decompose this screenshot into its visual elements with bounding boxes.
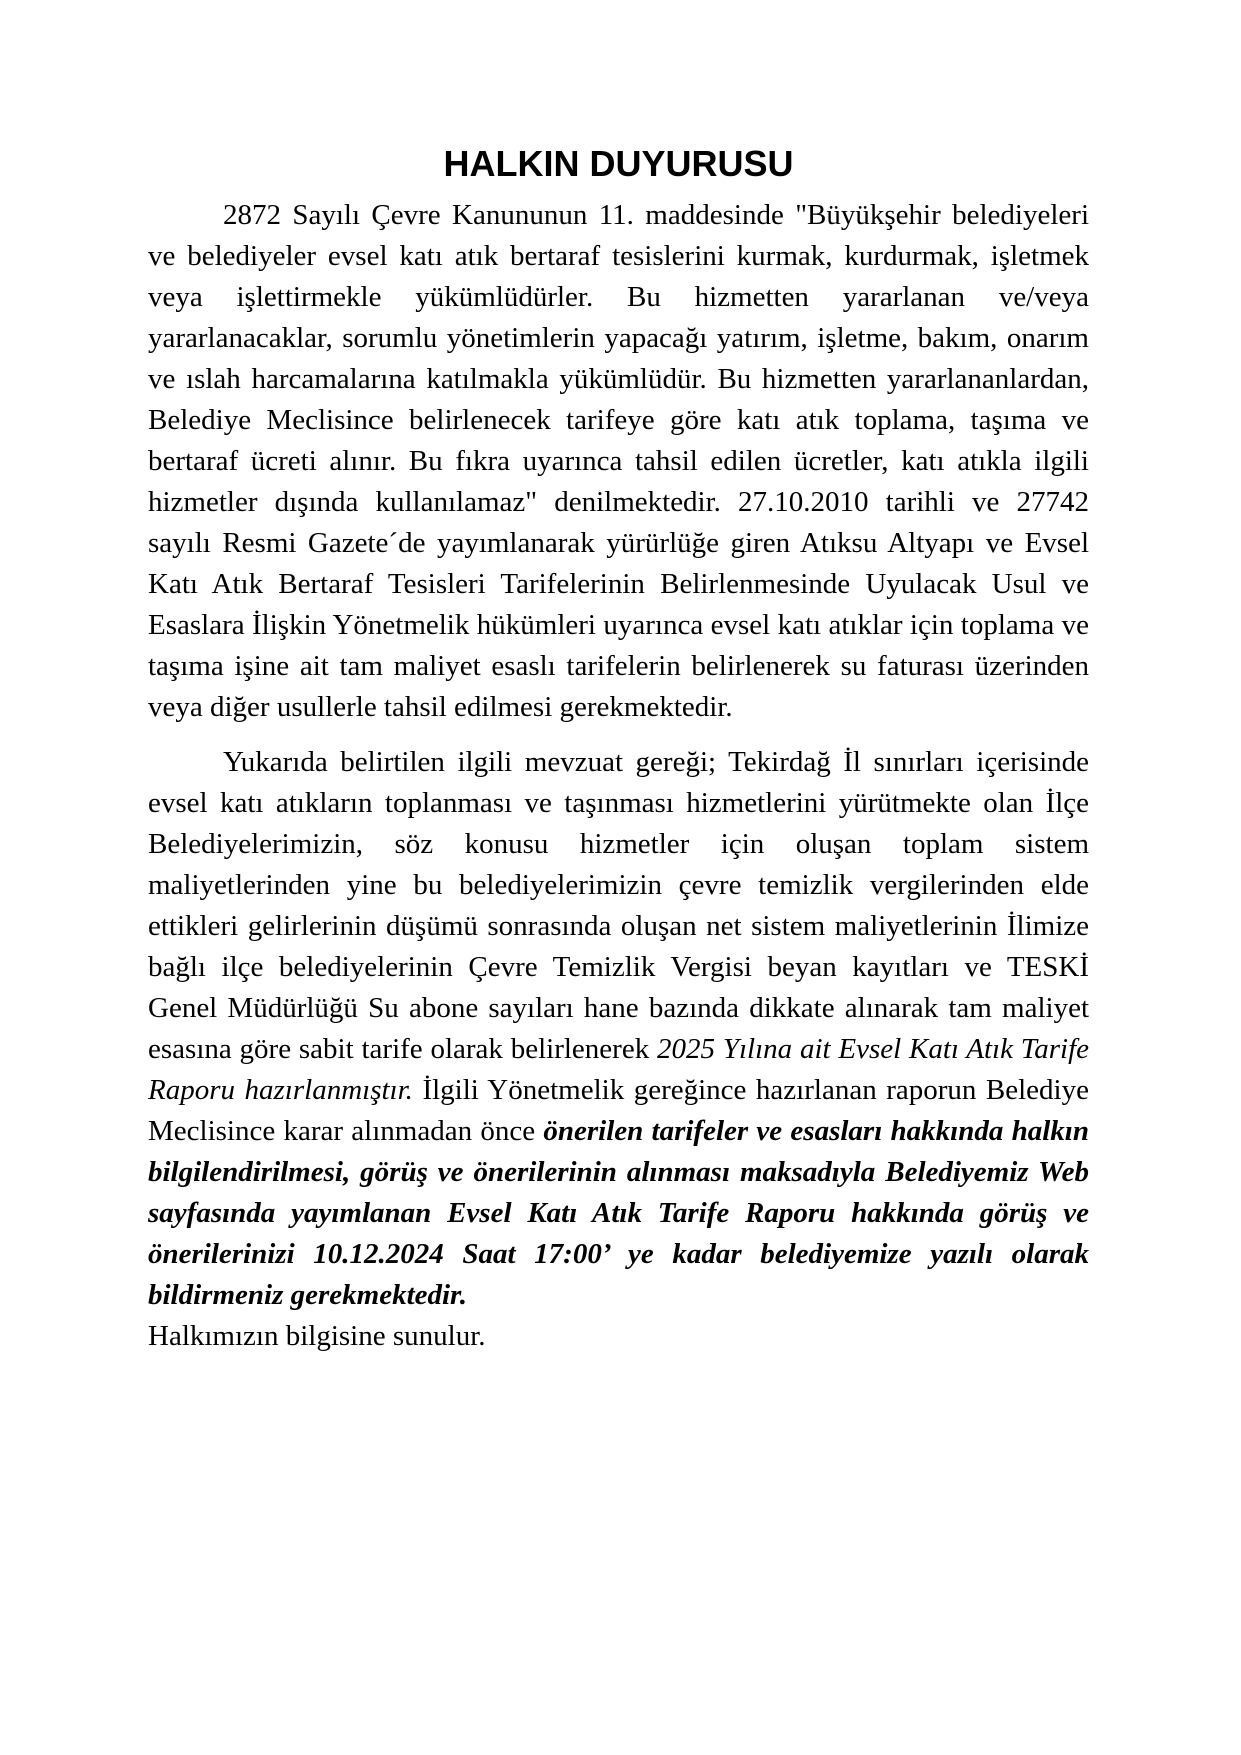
feedback-deadline-notice: önerilen tarifeler ve esasları hakkında halkın bilgilendirilmesi, görüş ve önerilerinin alınması maksadıyla Belediyemiz Web sayfasında yayımlanan Evsel Katı Atık Tarife Raporu hakkında görüş ve önerilerinizi 10.12.2024 Saat 17:00’ ye kadar belediyemize yazılı olarak bildirmeniz gerekmektedir. <box>148 1115 1089 1311</box>
closing-line: Halkımızın bilgisine sunulur. <box>148 1320 486 1352</box>
paragraph-announcement <box>148 742 1089 1316</box>
document-page <box>148 143 1089 1357</box>
tariff-report-reference: 2025 Yılına ait Evsel Katı Atık Tarife Raporu hazırlanmıştır. <box>148 1033 1089 1106</box>
document-title: HALKIN DUYURUSU <box>443 143 794 184</box>
paragraph-legal-basis: 2872 Sayılı Çevre Kanununun 11. maddesinde "Büyükşehir belediyeleri ve belediyeler evsel katı atık bertaraf tesislerini kurmak, kurdurmak, işletmek veya işlettirmekle yükümlüdürler. Bu hizmetten yararlanan ve/veya yararlanacaklar, sorumlu yönetimlerin yapacağı yatırım, işletme, bakım, onarım ve ıslah harcamalarına katılmakla yükümlüdür. Bu hizmetten yararlananlardan, Belediye Meclisince belirlenecek tarifeye göre katı atık toplama, taşıma ve bertaraf ücreti alınır. Bu fıkra uyarınca tahsil edilen ücretler, katı atıkla ilgili hizmetler dışında kullanılamaz" denilmektedir. 27.10.2010 tarihli ve 27742 sayılı Resmi Gazete´de yayımlanarak yürürlüğe giren Atıksu Altyapı ve Evsel Katı Atık Bertaraf Tesisleri Tarifelerinin Belirlenmesinde Uyulacak Usul ve Esaslara İlişkin Yönetmelik hükümleri uyarınca evsel katı atıklar için toplama ve taşıma işine ait tam maliyet esaslı tarifelerin belirlenerek su faturası üzerinden veya diğer usullerle tahsil edilmesi gerekmektedir. <box>148 199 1089 723</box>
paragraph-announcement-text-1: Yukarıda belirtilen ilgili mevzuat gereği; Tekirdağ İl sınırları içerisinde evsel katı atıkların toplanması ve taşınması hizmetlerini yürütmekte olan İlçe Belediyelerimizin, söz konusu hizmetler için oluşan toplam sistem maliyetlerinden yine bu belediyelerimizin çevre temizlik vergilerinden elde ettikleri gelirlerinin düşümü sonrasında oluşan net sistem maliyetlerinin İlimize bağlı ilçe belediyelerinin Çevre Temizlik Vergisi beyan kayıtları ve TESKİ Genel Müdürlüğü Su abone sayıları hane bazında dikkate alınarak tam maliyet esasına göre sabit tarife olarak belirlenerek <box>148 746 1089 1065</box>
paragraph-announcement-text-2: İlgili Yönetmelik gereğince hazırlanan raporun Belediye Meclisince karar alınmadan önce <box>148 1074 1089 1147</box>
